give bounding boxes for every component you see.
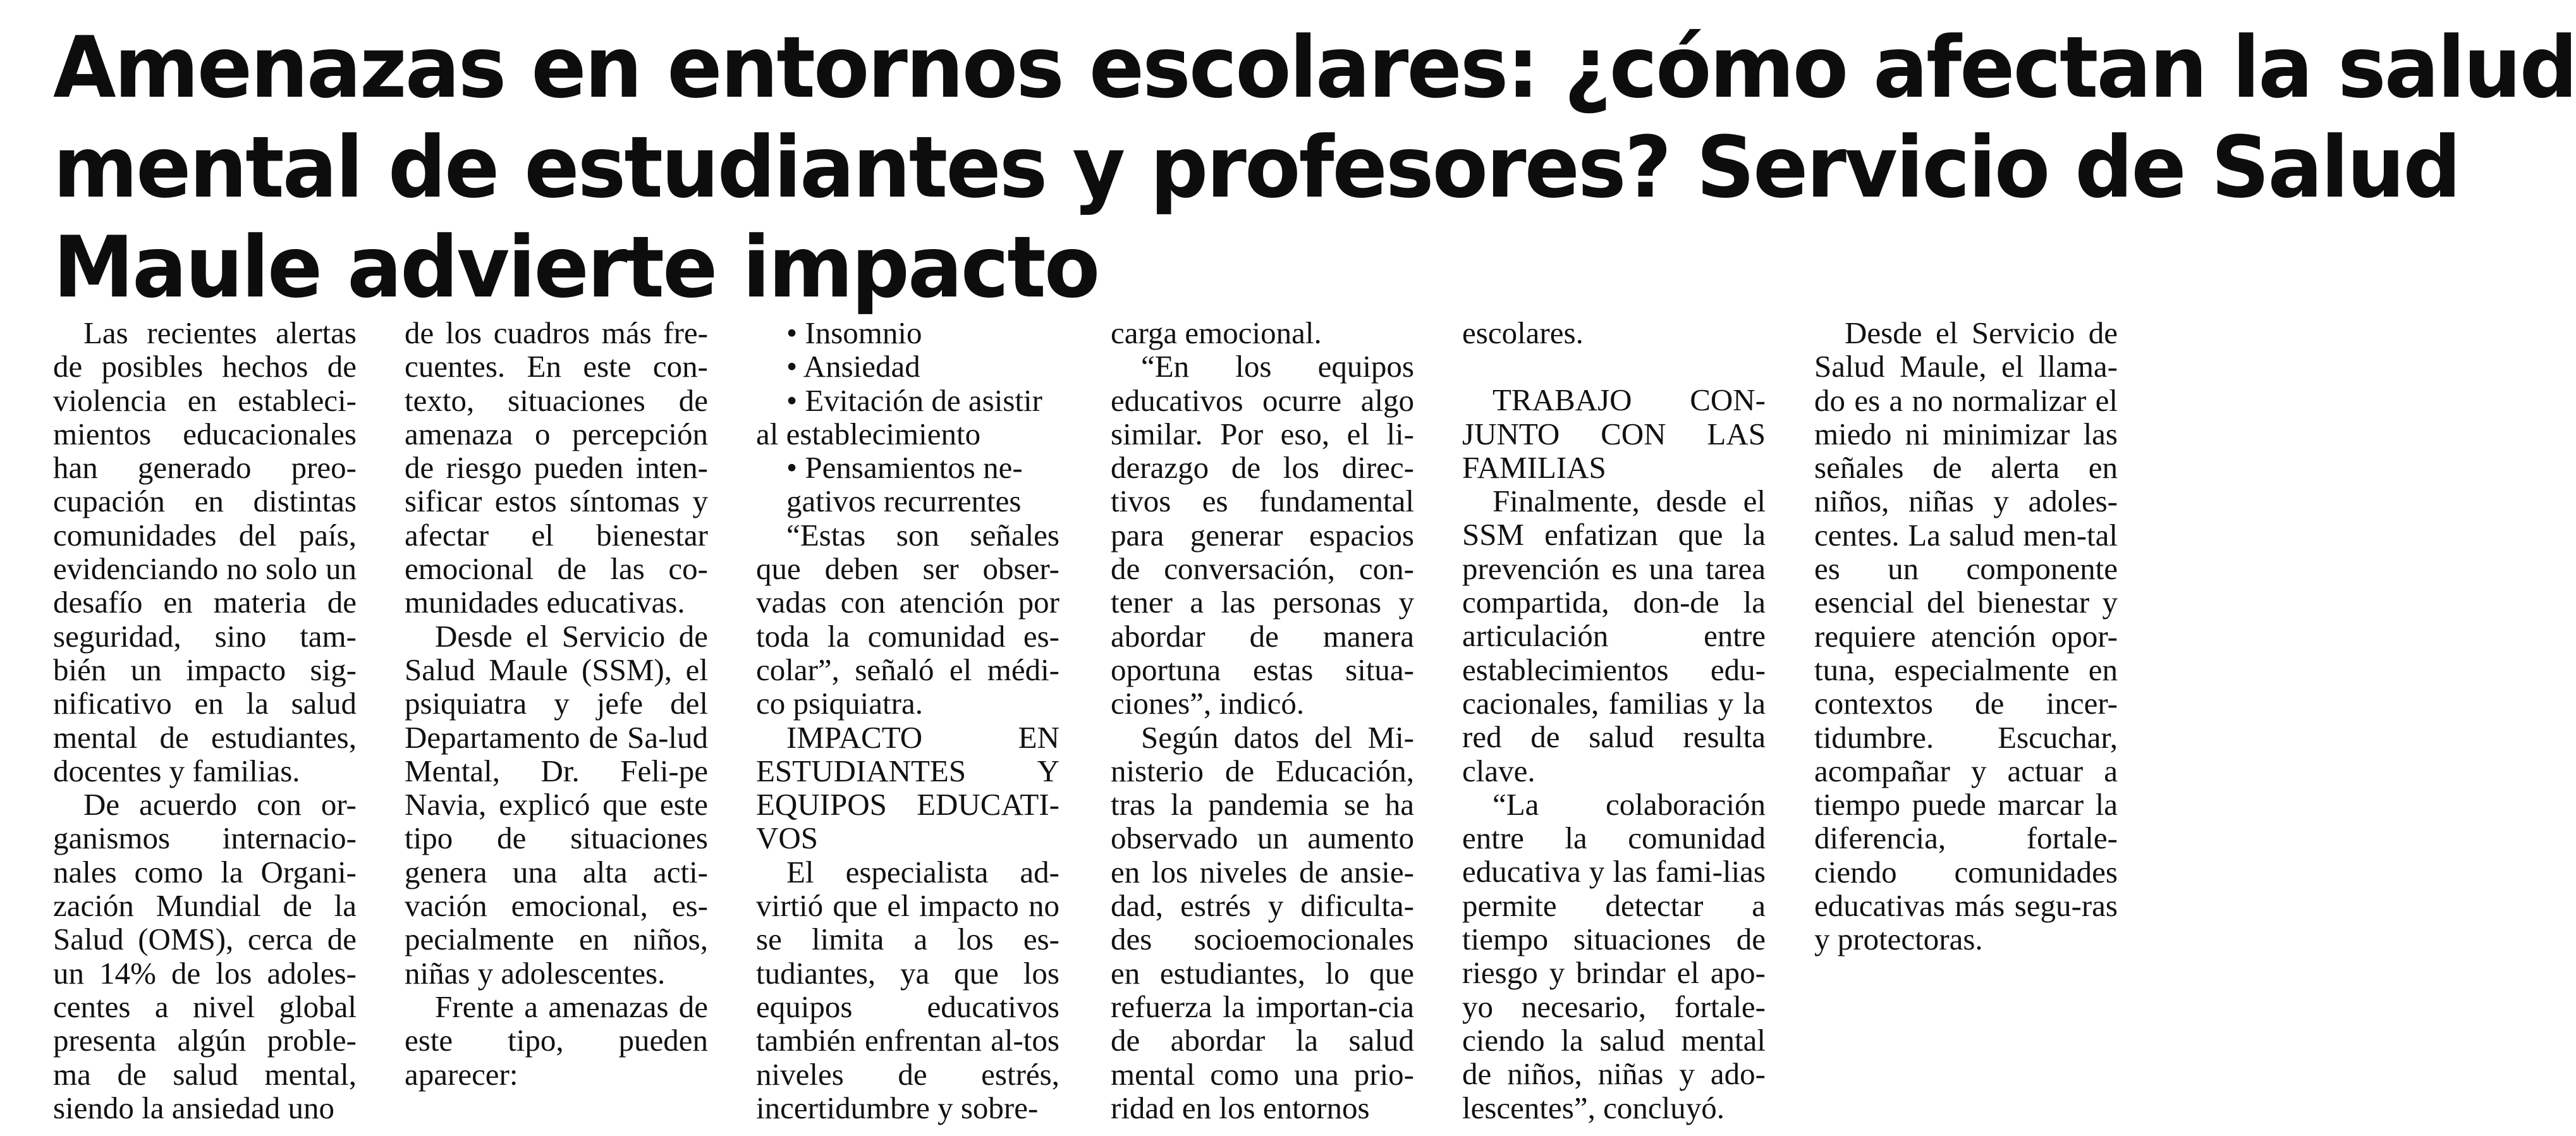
subheading-line: EQUIPOS EDUCATI-	[756, 787, 1059, 822]
article-column-1	[53, 316, 357, 1125]
article-headline	[53, 18, 2576, 317]
subheading-line: IMPACTO EN	[786, 719, 1059, 755]
paragraph-ministry: Según datos del Mi-nisterio de Educación, tras la pandemia se ha observado un aumento en los niveles de ansie-dad, estrés y dificulta-des socioemocionales en estudiantes, lo que refuerza la importan-cia de abordar la salud mental como una prio-ridad en los entornos	[1111, 719, 1414, 1125]
paragraph-threats: Frente a amenazas de este tipo, pueden aparecer:	[405, 989, 708, 1092]
paragraph-ssm: Desde el Servicio de Salud Maule (SSM), el psiquiatra y jefe del Departamento de Sa-lud Mental, Dr. Feli-pe Navia, explicó que este tipo de situaciones genera una alta acti-vación emocional, es-pecialmente en niños, niñas y adolescentes.	[405, 618, 708, 991]
headline-line-2: mental de estudiantes y profesores? Servicio de Salud	[53, 118, 2460, 217]
paragraph-quote: “En los equipos educativos ocurre algo similar. Por eso, el li-derazgo de los direc-tivos es fundamental para generar espacios de conversación, con-tener a las personas y abordar de manera oportuna estas situa-ciones”, indicó.	[1111, 349, 1414, 721]
spacer	[1462, 350, 1766, 383]
paragraph-specialist: El especialista ad-virtió que el impacto no se limita a los es-tudiantes, ya que los equipos educativos también enfrentan al-tos niveles de estrés, incertidumbre y sobre-	[756, 854, 1059, 1125]
paragraph-continuation: carga emocional.	[1111, 315, 1322, 350]
paragraph-oms: De acuerdo con or-ganismos internacio-nales como la Organi-zación Mundial de la Salud (OMS), cerca de un 14% de los adoles-centes a nivel global presenta algún proble-ma de salud mental, siendo la ansiedad uno	[53, 787, 357, 1125]
paragraph-closing: Desde el Servicio de Salud Maule, el llama-do es a no normalizar el miedo ni minimizar las señales de alerta en niños, niñas y adoles-centes. La salud men-tal es un componente esencial del bienestar y requiere atención opor-tuna, especialmente en contextos de incer-tidumbre. Escuchar, acompañar y actuar a tiempo puede marcar la diferencia, fortale-ciendo comunidades educativas más segu-ras y protectoras.	[1814, 315, 2118, 957]
article-column-5	[1462, 316, 1766, 1125]
subheading-line: VOS	[756, 821, 819, 856]
paragraph-prevention: Finalmente, desde el SSM enfatizan que la prevención es una tarea compartida, don-de la articulación entre establecimientos edu-cacionales, familias y la red de salud resulta clave.	[1462, 484, 1766, 788]
headline-line-1: Amenazas en entornos escolares: ¿cómo afectan la salud	[53, 18, 2576, 117]
subheading-line: JUNTO CON LAS	[1462, 416, 1766, 451]
bullet-item: • Pensamientos ne-	[786, 450, 1023, 486]
bullet-item: • Evitación de asistir	[786, 382, 1042, 418]
paragraph-intro: Las recientes alertas de posibles hechos de violencia en estableci-mientos educacionales han generado preo-cupación en distintas comunidades del país, evidenciando no solo un desafío en materia de seguridad, sino tam-bién un impacto sig-nificativo en la salud mental de estudiantes, docentes y familias.	[53, 315, 357, 788]
paragraph-quote: “La colaboración entre la comunidad educativa y las fami-lias permite detectar a tiempo situaciones de riesgo y brindar el apo-yo necesario, fortale-ciendo la salud mental de niños, niñas y ado-lescentes”, concluyó.	[1462, 786, 1766, 1125]
headline-line-3: Maule advierte impacto	[53, 218, 1099, 317]
bullet-item: • Ansiedad	[786, 349, 920, 384]
subheading-line: TRABAJO CON-	[1492, 382, 1766, 418]
bullet-item: • Insomnio	[786, 315, 922, 350]
article-column-2	[405, 316, 708, 1091]
bullet-item-continuation: al establecimiento	[756, 416, 981, 451]
subheading-line: ESTUDIANTES Y	[756, 753, 1059, 788]
article-column-4	[1111, 316, 1414, 1125]
article-column-3	[756, 316, 1059, 1125]
bullet-item-continuation: gativos recurrentes	[786, 484, 1022, 519]
paragraph-continuation: de los cuadros más fre-cuentes. En este con-texto, situaciones de amenaza o percepción de riesgo pueden inten-sificar estos síntomas y afectar el bienestar emocional de las co-munidades educativas.	[405, 315, 708, 620]
article-column-6	[1814, 316, 2118, 956]
paragraph-quote: “Estas son señales que deben ser obser-vadas con atención por toda la comunidad es-colar”, señaló el médi-co psiquiatra.	[756, 517, 1059, 721]
subheading-line: FAMILIAS	[1462, 449, 1606, 485]
paragraph-continuation: escolares.	[1462, 315, 1584, 350]
